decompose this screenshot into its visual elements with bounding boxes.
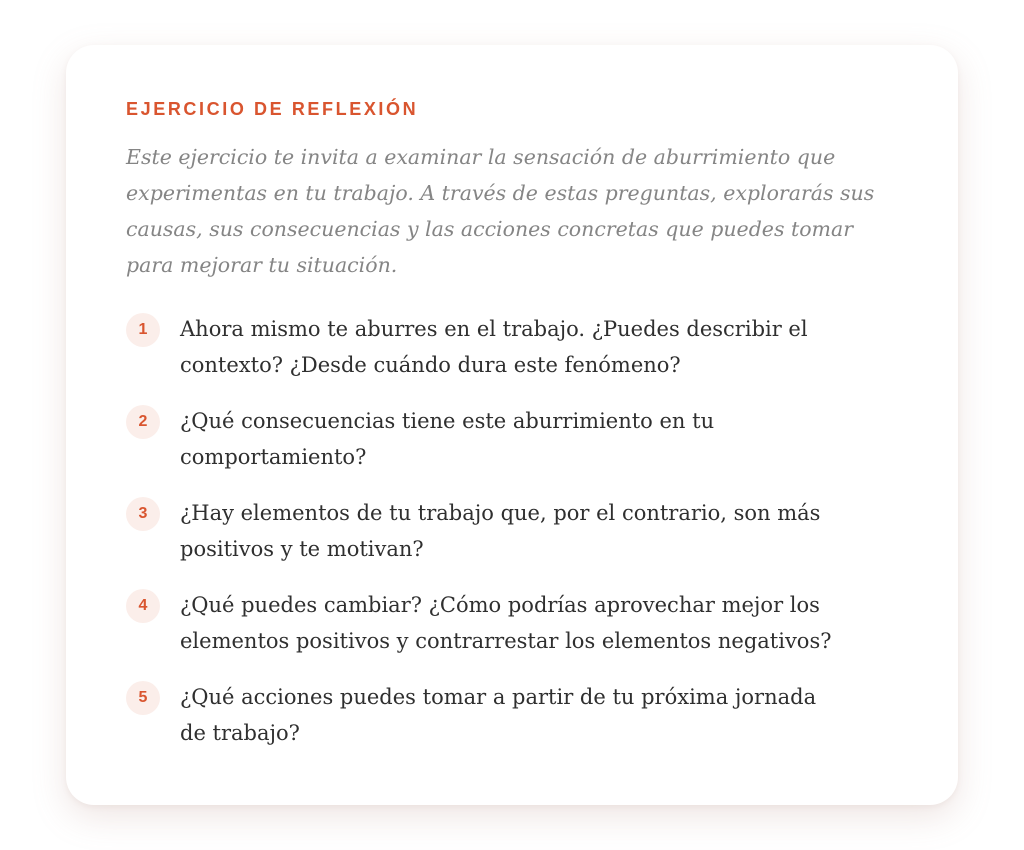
question-text: Ahora mismo te aburres en el trabajo. ¿Puedes describir el contexto? ¿Desde cuándo dura este fenómeno? [180,317,808,377]
question-number-badge: 2 [126,405,160,439]
card-eyebrow-title: EJERCICIO DE REFLEXIÓN [126,99,419,119]
question-number-badge: 3 [126,497,160,531]
question-item-5 [126,681,898,751]
question-list [126,313,898,751]
question-number-badge: 1 [126,313,160,347]
question-item-2 [126,405,898,475]
question-text: ¿Qué consecuencias tiene este aburrimiento en tu comportamiento? [180,409,715,469]
question-text: ¿Qué acciones puedes tomar a partir de tu próxima jornada de trabajo? [180,685,817,745]
question-number-badge: 4 [126,589,160,623]
card-intro-text: Este ejercicio te invita a examinar la sensación de aburrimiento que experimentas en tu trabajo. A través de estas preguntas, explorarás sus causas, sus consecuencias y las acciones concretas que puedes tomar para mejorar tu situación. [126,145,875,277]
question-item-4 [126,589,898,659]
question-item-3 [126,497,898,567]
question-number-badge: 5 [126,681,160,715]
reflection-card [66,45,958,805]
question-text: ¿Hay elementos de tu trabajo que, por el contrario, son más positivos y te motivan? [180,501,821,561]
question-item-1 [126,313,898,383]
question-text: ¿Qué puedes cambiar? ¿Cómo podrías aprovechar mejor los elementos positivos y contrarrestar los elementos negativos? [180,593,832,653]
